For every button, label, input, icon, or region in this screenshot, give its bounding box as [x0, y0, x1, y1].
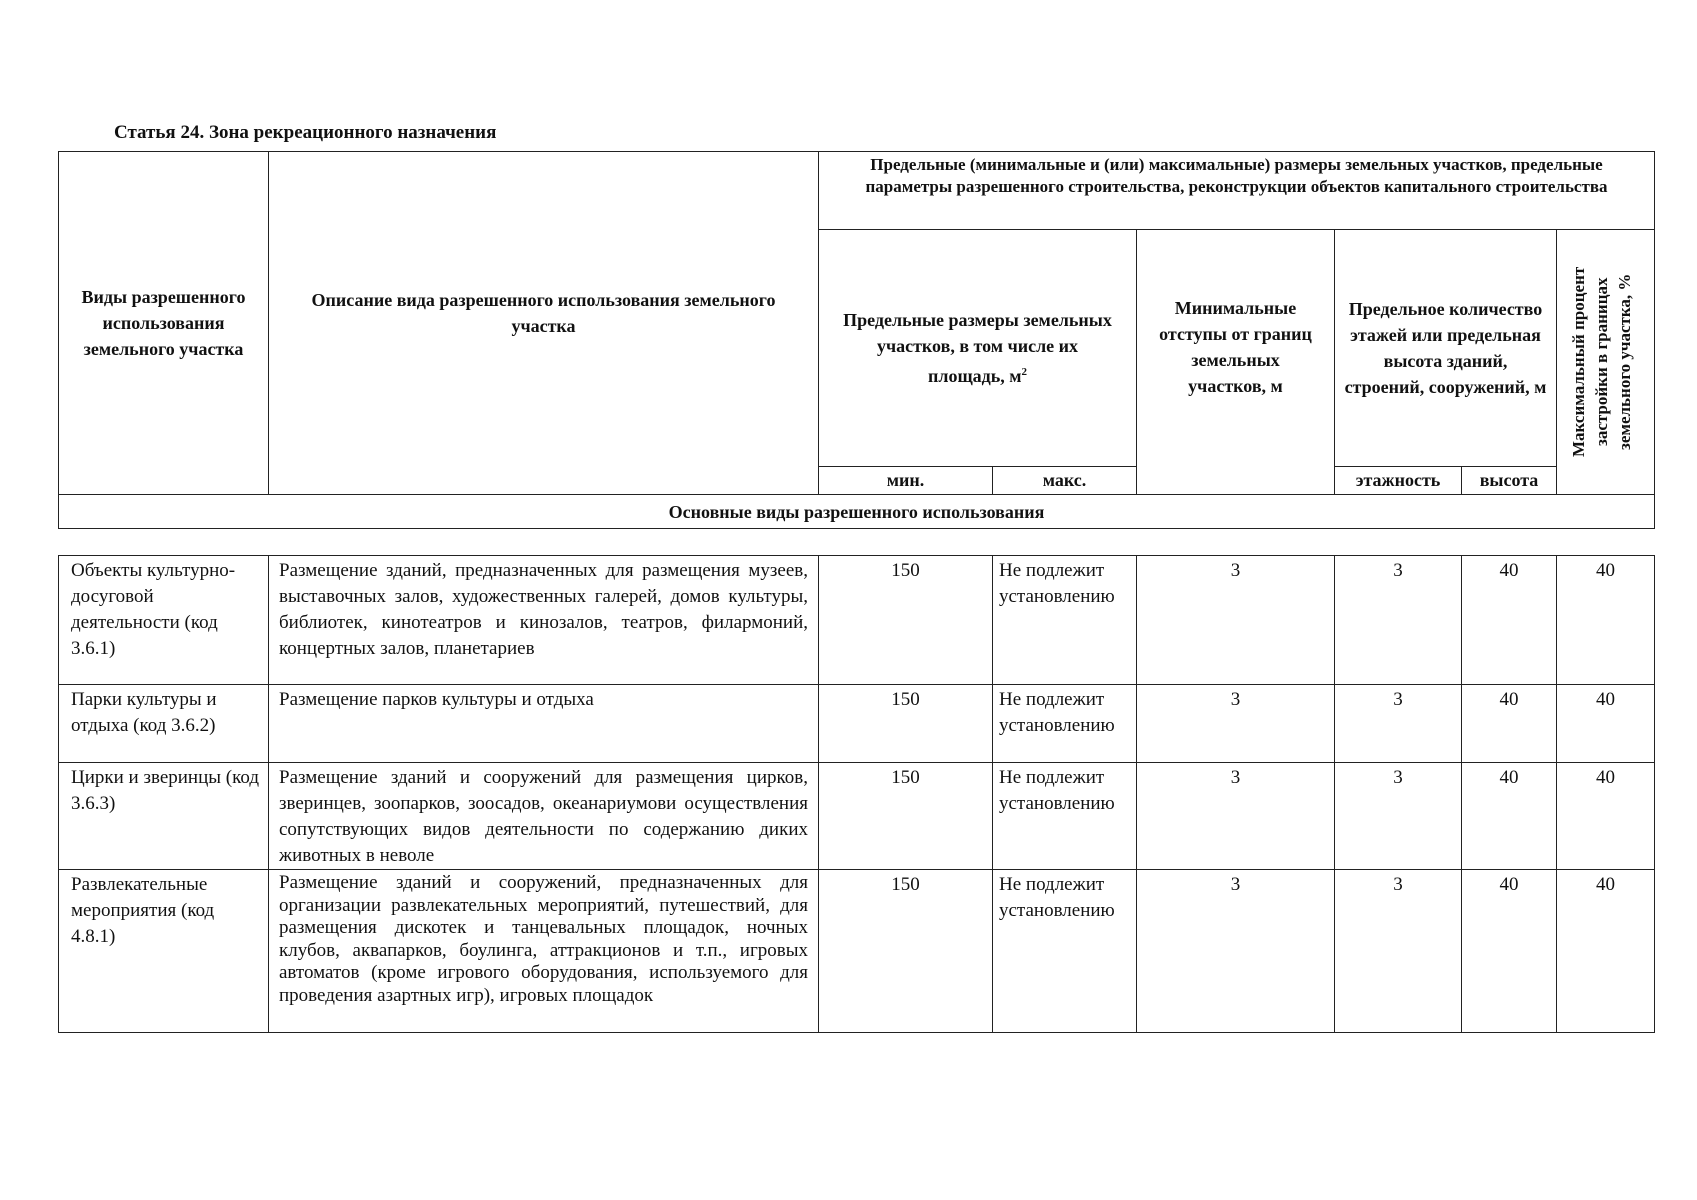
height: 40: [1462, 870, 1557, 1033]
coverage: 40: [1557, 870, 1655, 1033]
subheader-max: макс.: [993, 466, 1137, 494]
coverage: 40: [1557, 556, 1655, 685]
min-size: 150: [819, 685, 993, 763]
coverage: 40: [1557, 685, 1655, 763]
col-header-setbacks: Минимальные отступы от границ земельных участков, м: [1137, 230, 1335, 495]
table-row: [59, 556, 1655, 685]
col-header-floors: Предельное количество этажей или предельная высота зданий, строений, сооружений, м: [1335, 230, 1557, 467]
setback: 3: [1137, 763, 1335, 870]
height: 40: [1462, 685, 1557, 763]
floors: 3: [1335, 763, 1462, 870]
max-size: Не подлежит установлению: [993, 556, 1137, 685]
use-description: Размещение зданий и сооружений, предназначенных для организации развлекательных мероприятий, путешествий, для размещения дискотек и танцевальных площадок, ночных клубов, аквапарков, боулинга, аттракционов и т.п., игровых автоматов (кроме игрового оборудования, используемого для проведения азартных игр), игровых площадок: [269, 870, 819, 1033]
height: 40: [1462, 763, 1557, 870]
subheader-floors: этажность: [1335, 466, 1462, 494]
use-type: Развлекательные мероприятия (код 4.8.1): [59, 870, 269, 1033]
min-size: 150: [819, 763, 993, 870]
setback: 3: [1137, 556, 1335, 685]
use-description: Размещение зданий и сооружений для размещения цирков, зверинцев, зоопарков, зоосадов, океанариумови осуществления сопутствующих видов деятельности по содержанию диких животных в неволе: [269, 763, 819, 870]
use-description: Размещение парков культуры и отдыха: [269, 685, 819, 763]
col-header-types: Виды разрешенного использования земельного участка: [59, 152, 269, 495]
article-title: Статья 24. Зона рекреационного назначения: [114, 122, 497, 143]
min-size: 150: [819, 870, 993, 1033]
use-type: Объекты культурно-досуговой деятельности (код 3.6.1): [59, 556, 269, 685]
header-table: [58, 151, 1655, 529]
use-type: Цирки и зверинцы (код 3.6.3): [59, 763, 269, 870]
col-header-sizes: Предельные размеры земельных участков, в том числе их площадь, $м^2$: [819, 230, 1137, 467]
subheader-height: высота: [1462, 466, 1557, 494]
table-row: [59, 870, 1655, 1033]
max-size: Не подлежит установлению: [993, 763, 1137, 870]
floors: 3: [1335, 685, 1462, 763]
floors: 3: [1335, 556, 1462, 685]
height: 40: [1462, 556, 1557, 685]
use-type: Парки культуры и отдыха (код 3.6.2): [59, 685, 269, 763]
section-title: Основные виды разрешенного использования: [59, 495, 1655, 529]
use-description: Размещение зданий, предназначенных для размещения музеев, выставочных залов, художественных галерей, домов культуры, библиотек, кинотеатров и кинозалов, театров, филармоний, концертных залов, планетариев: [269, 556, 819, 685]
max-size: Не подлежит установлению: [993, 870, 1137, 1033]
col-header-group: Предельные (минимальные и (или) максимальные) размеры земельных участков, предельные параметры разрешенного строительства, реконструкции объектов капитального строительства: [819, 152, 1655, 230]
max-size: Не подлежит установлению: [993, 685, 1137, 763]
min-size: 150: [819, 556, 993, 685]
col-header-coverage: Максимальный процент застройки в границах земельного участка, %: [1557, 230, 1655, 495]
table-row: [59, 763, 1655, 870]
floors: 3: [1335, 870, 1462, 1033]
table-row: [59, 685, 1655, 763]
col-header-description: Описание вида разрешенного использования земельного участка: [269, 152, 819, 495]
setback: 3: [1137, 870, 1335, 1033]
coverage: 40: [1557, 763, 1655, 870]
permitted-uses-table: [58, 555, 1655, 1033]
subheader-min: мин.: [819, 466, 993, 494]
setback: 3: [1137, 685, 1335, 763]
